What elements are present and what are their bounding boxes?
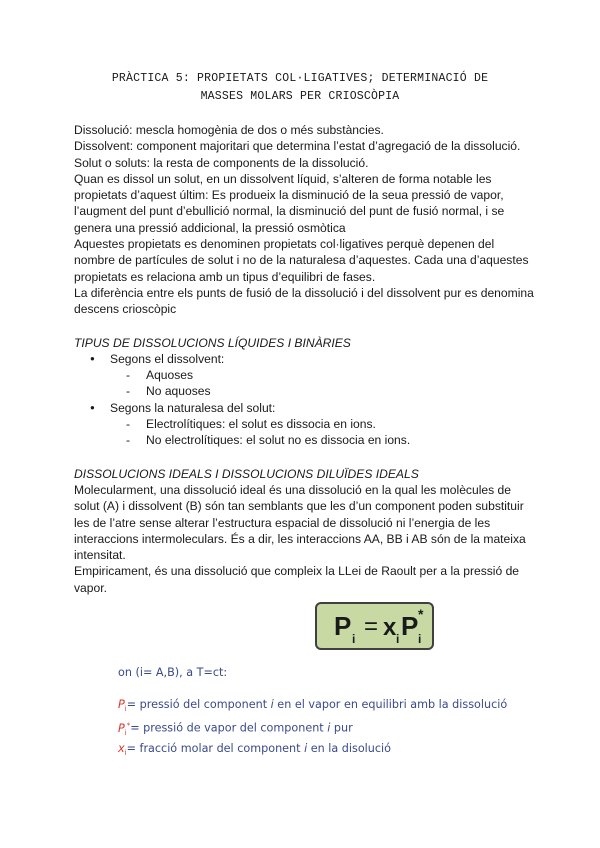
legend-row: $P_i=$ pressió del component i en el vapor en equilibri amb la dissolució [118,698,508,714]
intro-paragraph: Dissolvent: component majoritari que determina l’estat d’agregació de la dissolució. [74,139,521,154]
formula-subscript: i [352,632,356,646]
formula-symbol: P [401,611,419,641]
sub-list-item: - Electrolítiques: el solut es dissocia en ions. [110,416,534,432]
section-paragraph: Molecularment, una dissolució ideal és una dissolució en la qual les molècules de solut (A) i dissolvent (B) són tan semblants que les d’un component poden substituir les de l’atre sense alterar l’estructura espacial de dissolució ni l’energia de les interaccions intermoleculars. És a dir, les interaccions AA, BB i AB són de la mateixa intensitat. [74,482,526,563]
formula-symbol: x [383,614,397,641]
list-item [74,400,534,449]
intro-paragraph: La diferència entre els punts de fusió de la dissolució i del dissolvent pur es denomina descens crioscòpic [74,285,534,317]
title-line-2: MASSES MOLARS PER CRIOSCÒPIA [200,90,400,103]
formula-graphic [317,604,432,648]
formula-legend [118,665,558,761]
sub-list [110,416,534,449]
formula-subscript: i [396,632,400,646]
formula-equals: = [364,613,379,640]
legend-symbol: $P_i^*$ [118,721,131,738]
list-item [74,351,534,400]
bullet-label: Segons el dissolvent: [110,351,225,366]
intro-paragraph: Quan es dissol un solut, en un dissolvent líquid, s’alteren de forma notable les propietats d’aquest últim: Es produeix la disminució de la seua pressió de vapor, l’augment del punt d’ebullició normal, la disminució del punt de fusió normal, i se genera una pressió addicional, la pressió osmòtica [74,171,505,235]
formula-symbol: P [334,611,352,641]
sub-list-item: - No electrolítiques: el solut no es dissocia en ions. [110,432,534,448]
title-line-1: PRÀCTICA 5: PROPIETATS COL·LIGATIVES; DETERMINACIÓ DE [111,72,489,85]
raoult-law-formula [315,602,434,650]
main-content [74,122,534,596]
legend-row: $x_i=$ fracció molar del component i en la disolució [118,742,391,758]
formula-superscript: * [418,606,424,622]
formula-subscript: i [418,632,422,646]
bullet-list [74,351,534,449]
legend-symbol: $P_i$ [118,698,127,714]
intro-paragraph: Dissolució: mescla homogènia de dos o més substàncies. [74,123,384,137]
intro-paragraph: Solut o soluts: la resta de components de la dissolució. [74,155,369,170]
page-title [60,70,540,106]
section-heading: TIPUS DE DISSOLUCIONS LÍQUIDES I BINÀRIES [74,335,351,350]
section-paragraph: Empiricament, és una dissolució que compleix la LLei de Raoult per a la pressió de vapor. [74,564,520,595]
bullet-label: Segons la naturalesa del solut: [110,400,276,415]
sub-list-item: - No aquoses [110,383,534,399]
intro-paragraph: Aquestes propietats es denominen propietats col·ligatives perquè depenen del nombre de partícules de solut i no de la naturalesa d’aquestes. Cada una d’aquestes propietats es relaciona amb un tipus d’equilibri de fases. [74,237,529,284]
legend-condition: on (i= A,B), a T=ct: [118,666,228,679]
section-heading: DISSOLUCIONS IDEALS I DISSOLUCIONS DILUÏDES IDEALS [74,466,419,481]
legend-row: $P_i^*=$ pressió de vapor del component i pur [118,721,353,738]
legend-symbol: $x_i$ [118,742,127,758]
sub-list [110,367,534,400]
sub-list-item: - Aquoses [110,367,534,383]
